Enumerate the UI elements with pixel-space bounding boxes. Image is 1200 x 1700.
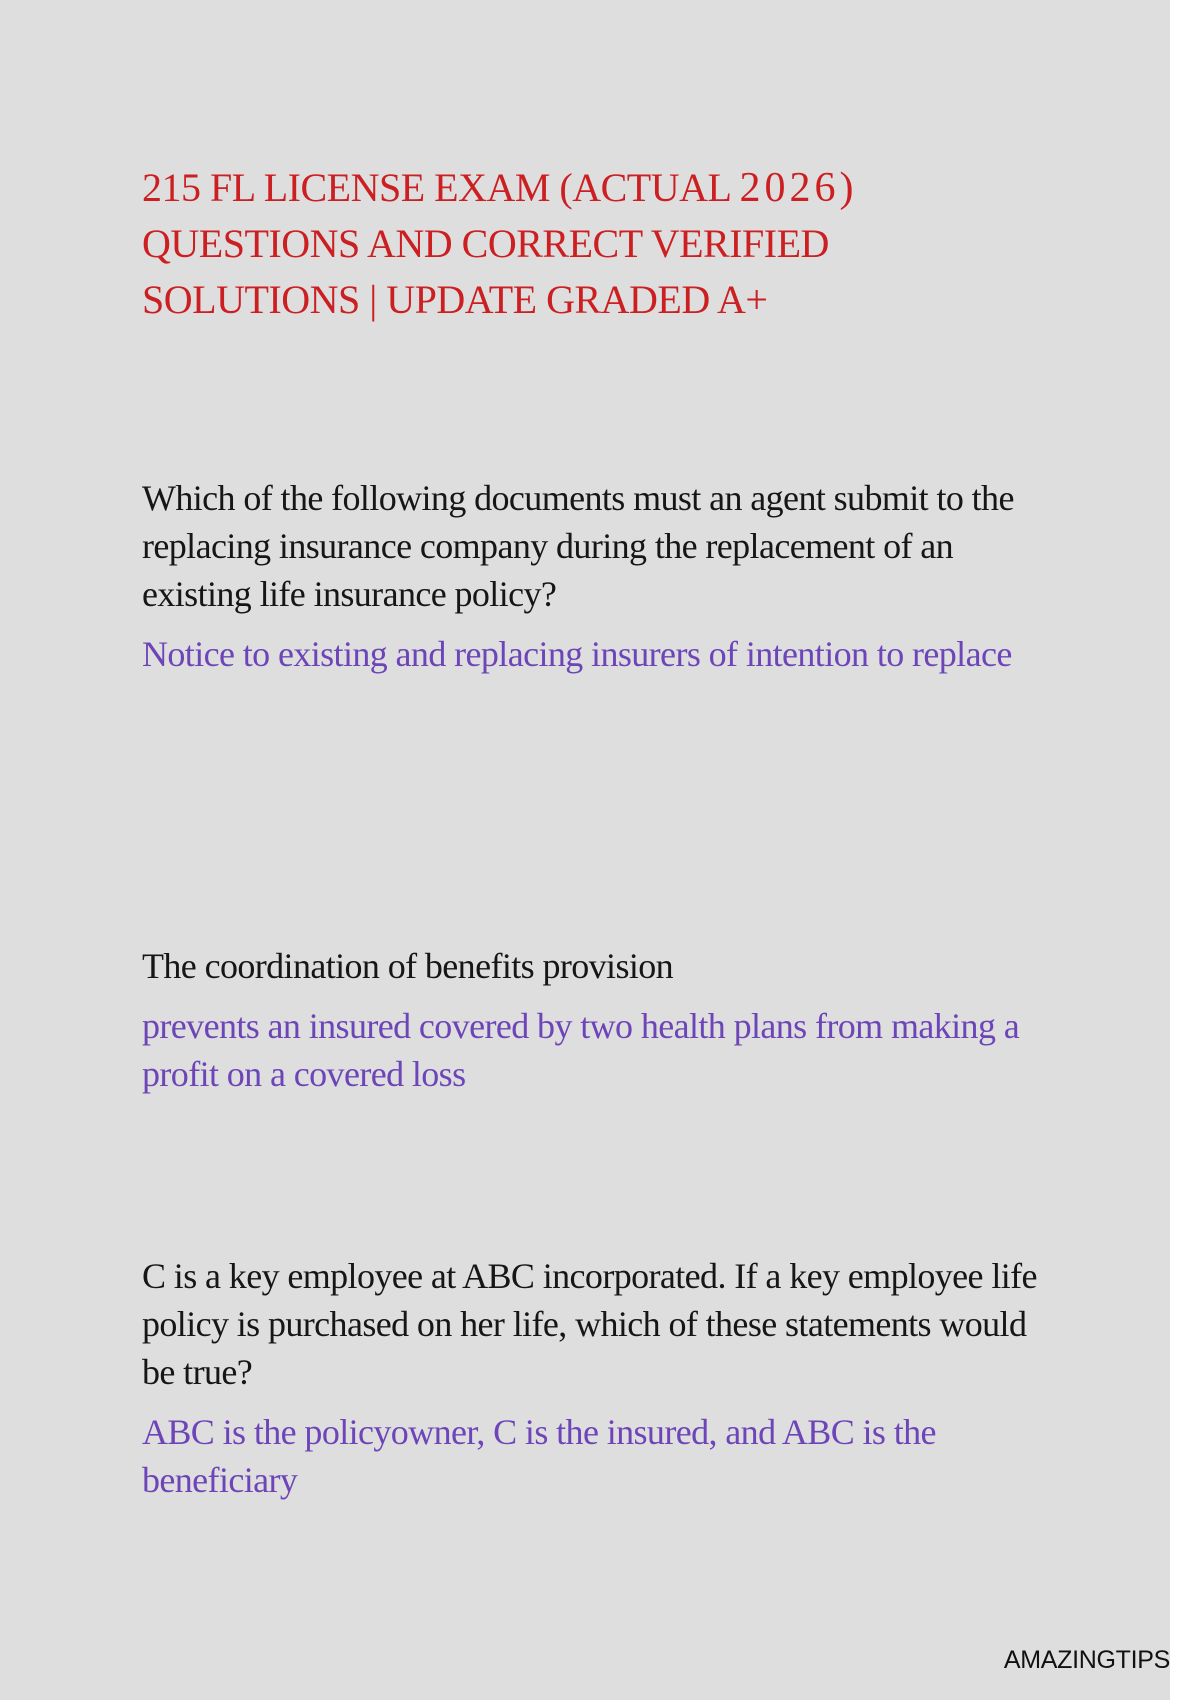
answer-1: Notice to existing and replacing insurers of intention to replace [142,634,1012,674]
question-1: Which of the following documents must an agent submit to the replacing insurance company during the replacement of an existing life insurance policy? [142,478,1014,614]
title-line-2: QUESTIONS AND CORRECT VERIFIED [142,221,829,266]
qa-item-2 [142,942,1042,1098]
title-line-1-text: 215 FL LICENSE EXAM (ACTUAL [142,165,740,210]
qa-item-3 [142,1252,1042,1504]
qa-item-1 [142,474,1042,678]
answer-3: ABC is the policyowner, C is the insured, and ABC is the beneficiary [142,1412,936,1500]
document-title [142,160,1042,328]
question-2: The coordination of benefits provision [142,946,674,986]
title-line-3: SOLUTIONS | UPDATE GRADED A+ [142,277,768,322]
answer-2: prevents an insured covered by two health plans from making a profit on a covered loss [142,1006,1020,1094]
title-year: 2026) [739,165,858,211]
title-line-1 [142,160,1042,216]
question-3: C is a key employee at ABC incorporated. If a key employee life policy is purchased on her life, which of these statements would be true? [142,1256,1037,1392]
watermark-text: AMAZINGTIPS [1003,1646,1170,1674]
